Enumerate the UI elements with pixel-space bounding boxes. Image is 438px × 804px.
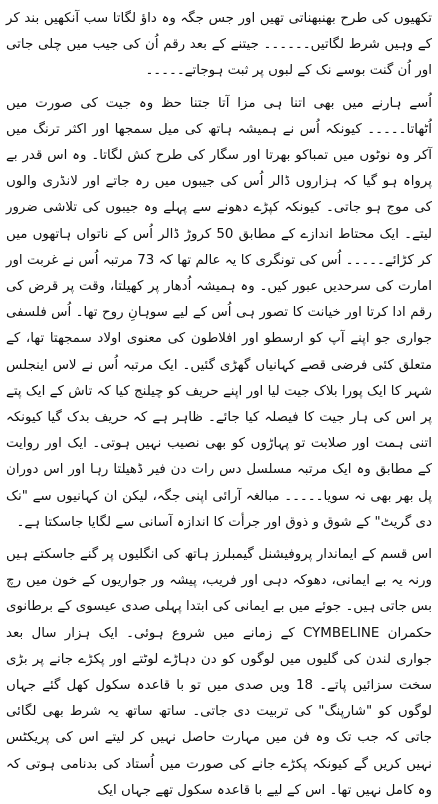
paragraph-3: اس قسم کے ایماندار پروفیشنل گیمبلرز ہاتھ کی انگلیوں پر گنے جاسکتے ہیں ورنہ یہ بے ایمانی، دھوکہ دہی اور فریب، پیشہ ور جواریوں کے خون میں رچ بس جاتی ہیں۔ جوئے میں بے ایمانی کی ابتدا پہلی صدی عیسوی کے برطانوی حکمران CYMBELINE کے زمانے میں شروع ہوئی۔ ایک ہزار سال بعد جواری لندن کی گلیوں میں لوگوں کو دن دہاڑے لوٹتے اور پکڑے جانے پر بڑی سخت سزائیں پاتے۔ 18 ویں صدی میں تو با قاعدہ سکول کھل گئے جہاں لوگوں کو "شارپنگ" کی تربیت دی جاتی۔ ساتھ ساتھ یہ شرط بھی لگائی جاتی کہ جب تک وہ فن میں مہارت حاصل نہیں کر لیتے اس کی پریکٹس نہیں کریں گے کیونکہ پکڑے جانے کی صورت میں اُستاد کی بدنامی ہوتی کہ وہ کامل نہیں تھا۔ اس کے لیے با قاعدہ سکول تھے جہاں ایک <box>6 547 432 798</box>
paragraph-2: اُسے ہارنے میں بھی اتنا ہی مزا آتا جتنا حظ وہ جیت کی صورت میں اُٹھاتا۔۔۔۔۔ کیونکہ اُس نے ہمیشہ ہاتھ کی میل سمجھا اور اکثر ترنگ میں آکر وہ نوٹوں میں تمباکو بھرتا اور سگار کی طرح کش لگاتا۔ وہ اس قدر بے پرواہ ہو گیا کہ ہزاروں ڈالر اُس کی جیبوں میں رہ جاتے اور لانڈری والوں کی موج ہو جاتی۔ کیونکہ کپڑے دھونے سے پہلے وہ جیبوں کی تلاشی ضرور لیتے۔ ایک محتاط اندازے کے مطابق 50 کروڑ ڈالر اُس کے ناتواں ہاتھوں میں کر کڑائے۔۔۔۔۔ اُس کی تونگری کا یہ عالم تھا کہ 73 مرتبہ اُس نے غربت اور امارت کی سرحدیں عبور کیں۔ وہ ہمیشہ اُدھار پر کھیلتا، وقت پر قرض کی رقم ادا کرتا اور خیانت کا تصور ہی اُس کے لیے سوہانِ روح تھا۔ اُس فلسفی جواری جو اپنے آپ کو ارسطو اور افلاطون کی معنوی اولاد سمجھتا تھا، کے متعلق کئی فرضی قصے کہانیاں گھڑی گئیں۔ ایک مرتبہ اُس نے لاس اینجلس شہر کا ایک پورا بلاک جیت لیا اور اپنے حریف کو چیلنج کیا کہ تاش کے ایک پتے پر اس کی ہار جیت کا فیصلہ کیا جائے۔ ظاہر ہے کہ حریف بدک گیا کیونکہ اتنی ہمت اور صلابت تو پہاڑوں کو بھی نصیب نہیں ہوتی۔ ایک اور روایت کے مطابق وہ ایک مرتبہ مسلسل دس رات دن فیر ڈھیلتا رہا اور اس دوران پل بھر بھی نہ سویا۔۔۔۔۔ مبالغہ آرائی اپنی جگہ، لیکن ان کہانیوں سے "نک دی گریٹ" کے شوق و ذوق اور جرأت کا اندازہ آسانی سے لگایا جاسکتا ہے۔ <box>6 95 432 530</box>
paragraph-1: تکھیوں کی طرح بھنبھناتی تھیں اور جس جگہ وہ داؤ لگاتا سب آنکھیں بند کر کے وہیں شرط لگاتیں۔۔۔۔۔۔ جیتنے کے بعد رقم اُن کی جیب میں چلی جاتی اور اُن گنت بوسے نک کے لبوں پر ثبت ہوجاتے۔۔۔۔۔ <box>6 11 432 79</box>
